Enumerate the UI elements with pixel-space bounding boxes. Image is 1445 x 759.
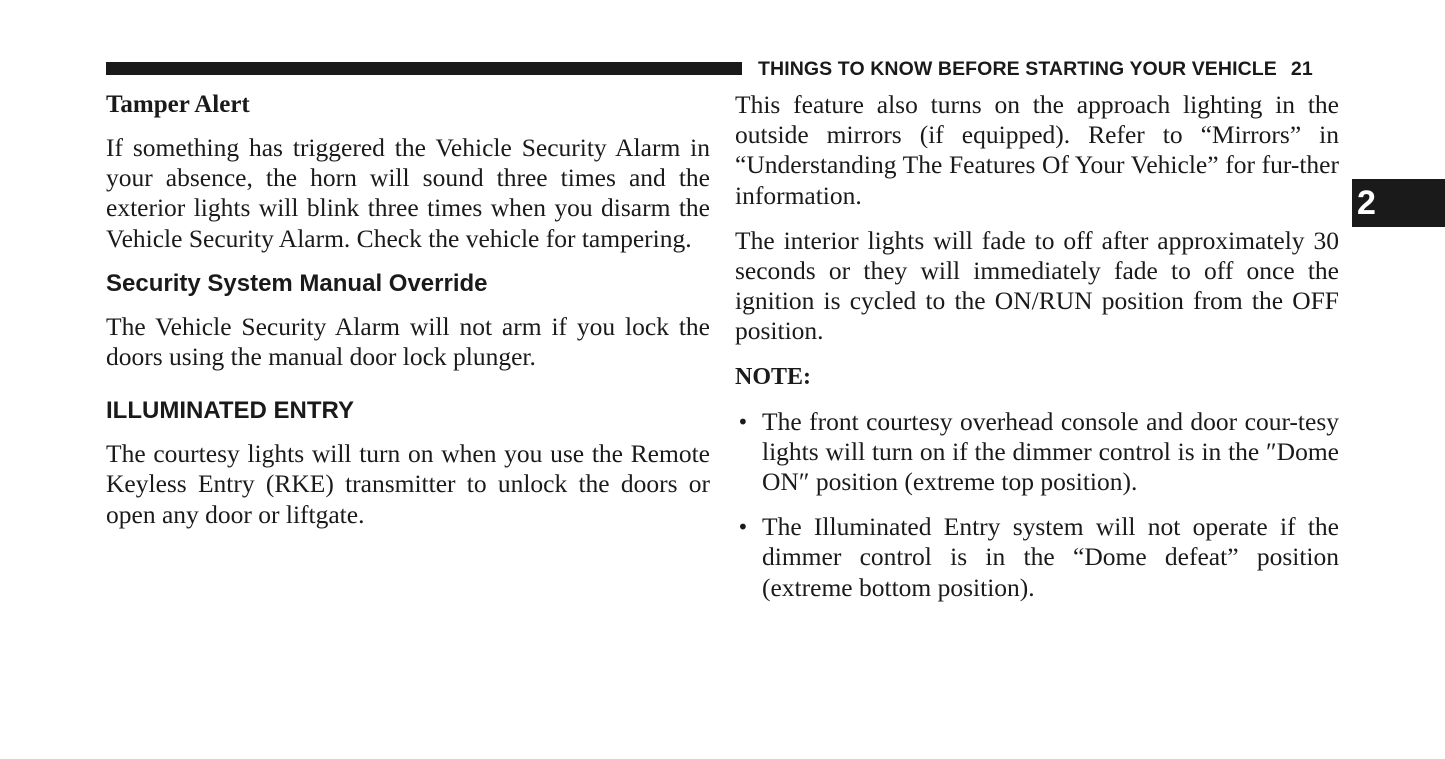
illuminated-entry-paragraph: The courtesy lights will turn on when you use the Remote Keyless Entry (RKE) transmitter to unlock the doors or open any door or liftgate. <box>106 439 710 529</box>
chapter-tab: 2 <box>1352 179 1445 227</box>
manual-override-heading: Security System Manual Override <box>106 269 488 297</box>
bullet-icon: • <box>737 515 749 540</box>
left-column <box>106 90 710 545</box>
note-label: NOTE: <box>735 363 812 390</box>
right-column <box>735 90 1339 618</box>
list-item <box>735 512 1339 603</box>
note-text: The Illuminated Entry system will not operate if the dimmer control is in the “Dome defeat” position (extreme bottom position). <box>762 512 1339 602</box>
list-item <box>735 407 1339 498</box>
manual-override-paragraph: The Vehicle Security Alarm will not arm if you lock the doors using the manual door lock plunger. <box>106 311 710 372</box>
header-title: THINGS TO KNOW BEFORE STARTING YOUR VEHICLE <box>758 58 1277 80</box>
bullet-icon: • <box>737 409 749 434</box>
fade-paragraph: The interior lights will fade to off after approximately 30 seconds or they will immediately fade to off once the ignition is cycled to the ON/RUN position from the OFF position. <box>735 225 1339 346</box>
running-header <box>758 58 1340 80</box>
illuminated-entry-heading: ILLUMINATED ENTRY <box>106 397 354 425</box>
approach-lighting-paragraph: This feature also turns on the approach lighting in the outside mirrors (if equipped). Refer to “Mirrors” in “Understanding The Features Of Your Vehicle” for fur-ther information. <box>735 90 1339 210</box>
page-number: 21 <box>1290 58 1313 80</box>
tamper-alert-paragraph: If something has triggered the Vehicle Security Alarm in your absence, the horn will sound three times and the exterior lights will blink three times when you disarm the Vehicle Security Alarm. Check the vehicle for tampering. <box>106 133 710 253</box>
tamper-alert-heading: Tamper Alert <box>106 91 250 118</box>
header-rule <box>106 62 742 75</box>
note-text: The front courtesy overhead console and door cour-tesy lights will turn on if the dimmer control is in the ″Dome ON″ position (extreme top position). <box>762 406 1339 497</box>
